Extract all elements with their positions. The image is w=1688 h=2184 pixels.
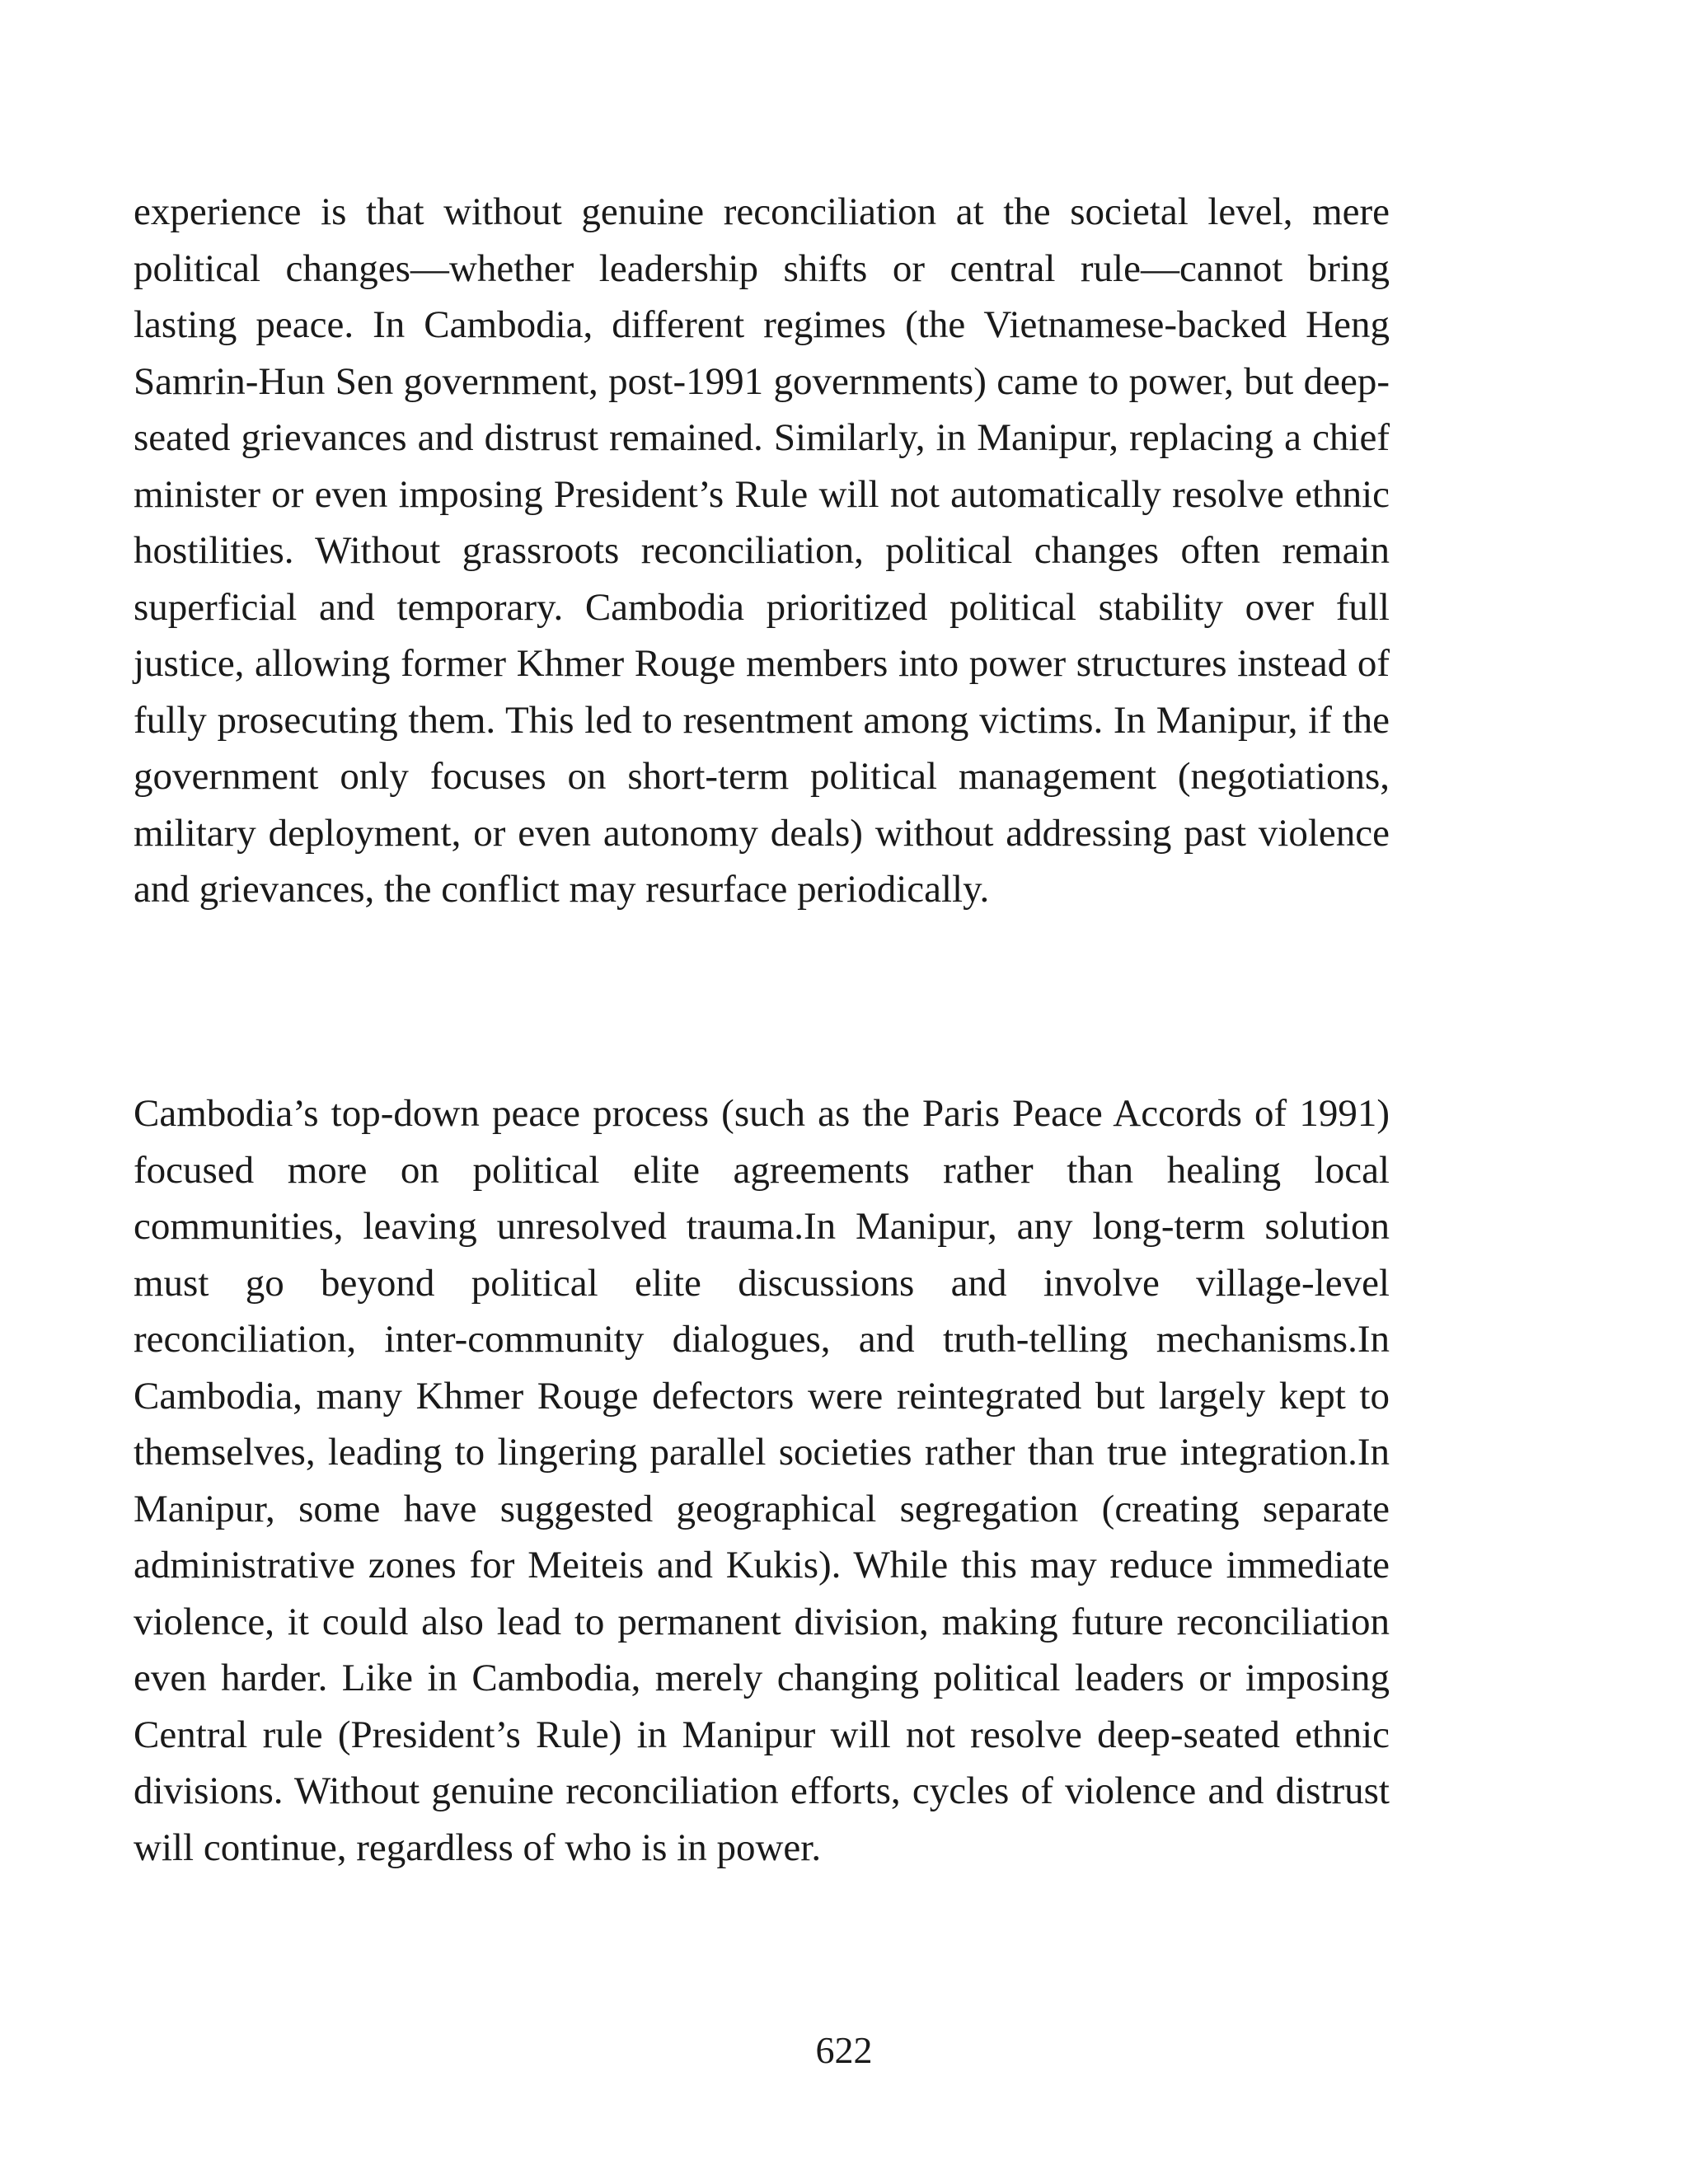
page-number: 622 [815, 2029, 873, 2071]
body-paragraph-1: experience is that without genuine reconciliation at the societal level, mere political changes—whether leadership shifts or central rule—cannot bring lasting peace. In Cambodia, different regimes (the Vietnamese-backed Heng Samrin-Hun Sen government, post-1991 governments) came to power, but deep-seated grievances and distrust remained. Similarly, in Manipur, replacing a chief minister or even imposing President’s Rule will not automatically resolve ethnic hostilities. Without grassroots reconciliation, political changes often remain superficial and temporary. Cambodia prioritized political stability over full justice, allowing former Khmer Rouge members into power structures instead of fully prosecuting them. This led to resentment among victims. In Manipur, if the government only focuses on short-term political management (negotiations, military deployment, or even autonomy deals) without addressing past violence and grievances, the conflict may resurface periodically. [134, 190, 1390, 911]
body-paragraph-2: Cambodia’s top-down peace process (such as the Paris Peace Accords of 1991) focused more on political elite agreements rather than healing local communities, leaving unresolved trauma.In Manipur, any long-term solution must go beyond political elite discussions and involve village-level reconciliation, inter-community dialogues, and truth-telling mechanisms.In Cambodia, many Khmer Rouge defectors were reintegrated but largely kept to themselves, leading to lingering parallel societies rather than true integration.In Manipur, some have suggested geographical segregation (creating separate administrative zones for Meiteis and Kukis). While this may reduce immediate violence, it could also lead to permanent division, making future reconciliation even harder. Like in Cambodia, merely changing political leaders or imposing Central rule (President’s Rule) in Manipur will not resolve deep-seated ethnic divisions. Without genuine reconciliation efforts, cycles of violence and distrust will continue, regardless of who is in power. [134, 1092, 1390, 1869]
